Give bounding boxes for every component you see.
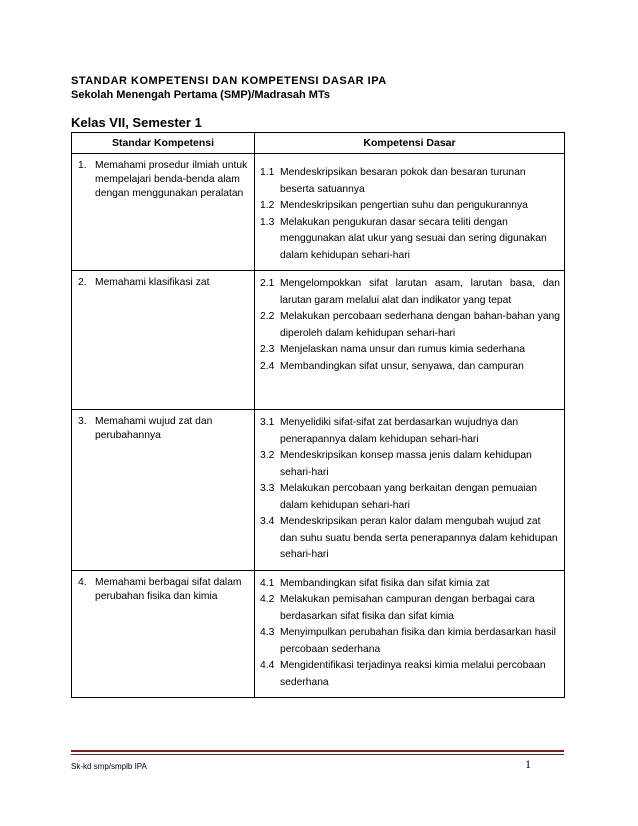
kd-text: Menjelaskan nama unsur dan rumus kimia sederhana [280, 344, 525, 355]
header-standar-kompetensi: Standar Kompetensi [72, 133, 255, 154]
footer-label: Sk-kd smp/smplb IPA [71, 762, 147, 771]
kd-cell [255, 271, 565, 410]
footer-rule-thin [71, 754, 564, 755]
kd-item [260, 342, 560, 359]
kd-number: 2.1 [260, 278, 275, 289]
kd-number: 1.3 [260, 216, 275, 228]
kd-item [260, 276, 560, 309]
sk-text: Memahami wujud zat dan perubahannya [95, 416, 213, 441]
kd-item [260, 625, 560, 658]
kd-text: Membandingkan sifat unsur, senyawa, dan campuran [280, 360, 524, 372]
sk-text: Memahami klasifikasi zat [95, 277, 210, 288]
sk-text: Memahami berbagai sifat dalam perubahan fisika dan kimia [95, 576, 242, 602]
kd-text: Mendeskripsikan besaran pokok dan besaran turunan beserta satuannya [280, 167, 526, 195]
kd-cell [255, 570, 565, 698]
kd-text: Membandingkan sifat fisika dan sifat kimia zat [280, 577, 490, 589]
kd-item [260, 165, 560, 198]
kd-cell [255, 154, 565, 271]
sk-cell [72, 410, 255, 571]
kd-item [260, 198, 560, 215]
sk-number: 4. [78, 576, 87, 588]
kd-text: Melakukan pemisahan campuran dengan berbagai cara berdasarkan sifat fisika dan sifat kimia [280, 594, 535, 622]
footer-rule-thick [71, 750, 564, 752]
kd-number: 4.4 [260, 660, 275, 671]
kd-item [260, 481, 560, 514]
sk-cell [72, 271, 255, 410]
sk-number: 3. [78, 416, 87, 427]
document-subtitle: Sekolah Menengah Pertama (SMP)/Madrasah MTs [71, 89, 330, 101]
class-semester-heading: Kelas VII, Semester 1 [71, 115, 202, 130]
kd-text: Melakukan percobaan sederhana dengan bahan-bahan yang diperoleh dalam kehidupan sehari-hari [280, 311, 560, 339]
kd-item [260, 448, 560, 481]
kd-text: Menyimpulkan perubahan fisika dan kimia berdasarkan hasil percobaan sederhana [280, 627, 556, 655]
kd-number: 1.2 [260, 200, 275, 211]
kd-number: 2.4 [260, 360, 275, 372]
kd-item [260, 215, 560, 265]
kd-number: 2.3 [260, 344, 275, 355]
kd-text: Mendeskripsikan peran kalor dalam mengubah wujud zat dan suhu suatu benda serta penerapannya dalam kehidupan sehari-hari [280, 516, 558, 560]
sk-number: 1. [78, 160, 87, 171]
kd-number: 3.2 [260, 450, 275, 461]
kd-cell [255, 410, 565, 571]
kd-text: Mendeskripsikan konsep massa jenis dalam kehidupan sehari-hari [280, 450, 532, 478]
sk-cell [72, 570, 255, 698]
sk-cell [72, 154, 255, 271]
document-title: STANDAR KOMPETENSI DAN KOMPETENSI DASAR IPA [71, 75, 387, 87]
kd-number: 1.1 [260, 167, 275, 178]
kd-number: 3.3 [260, 483, 275, 494]
sk-text: Memahami prosedur ilmiah untuk mempelajari benda-benda alam dengan menggunakan peralatan [95, 160, 248, 199]
table-header-row [72, 133, 565, 154]
kd-text: Mengelompokkan sifat larutan asam, larutan basa, dan larutan garam melalui alat dan indikator yang tepat [280, 278, 560, 306]
header-kompetensi-dasar: Kompetensi Dasar [255, 133, 565, 154]
kd-text: Menyelidiki sifat-sifat zat berdasarkan wujudnya dan penerapannya dalam kehidupan sehari-hari [280, 417, 519, 445]
kd-item [260, 576, 560, 593]
kd-text: Mendeskripsikan pengertian suhu dan pengukurannya [280, 200, 528, 211]
kd-item [260, 592, 560, 625]
table-row [72, 154, 565, 271]
kd-item [260, 359, 560, 376]
kd-item [260, 415, 560, 448]
kd-number: 3.4 [260, 516, 275, 527]
table-row [72, 570, 565, 698]
kd-item [260, 309, 560, 342]
sk-number: 2. [78, 277, 87, 288]
kd-text: Melakukan percobaan yang berkaitan dengan pemuaian dalam kehidupan sehari-hari [280, 483, 538, 511]
kd-item [260, 658, 560, 691]
page-number: 1 [525, 757, 531, 771]
competency-table [71, 132, 565, 698]
kd-item [260, 514, 560, 564]
kd-number: 4.3 [260, 627, 275, 638]
kd-text: Melakukan pengukuran dasar secara teliti dengan menggunakan alat ukur yang sesuai dan sering digunakan dalam kehidupan sehari-hari [280, 216, 547, 261]
kd-number: 2.2 [260, 311, 275, 322]
table-row [72, 271, 565, 410]
kd-number: 3.1 [260, 417, 275, 428]
kd-number: 4.1 [260, 577, 275, 589]
table-row [72, 410, 565, 571]
kd-text: Mengidentifikasi terjadinya reaksi kimia melalui percobaan sederhana [280, 660, 546, 688]
kd-number: 4.2 [260, 594, 275, 605]
